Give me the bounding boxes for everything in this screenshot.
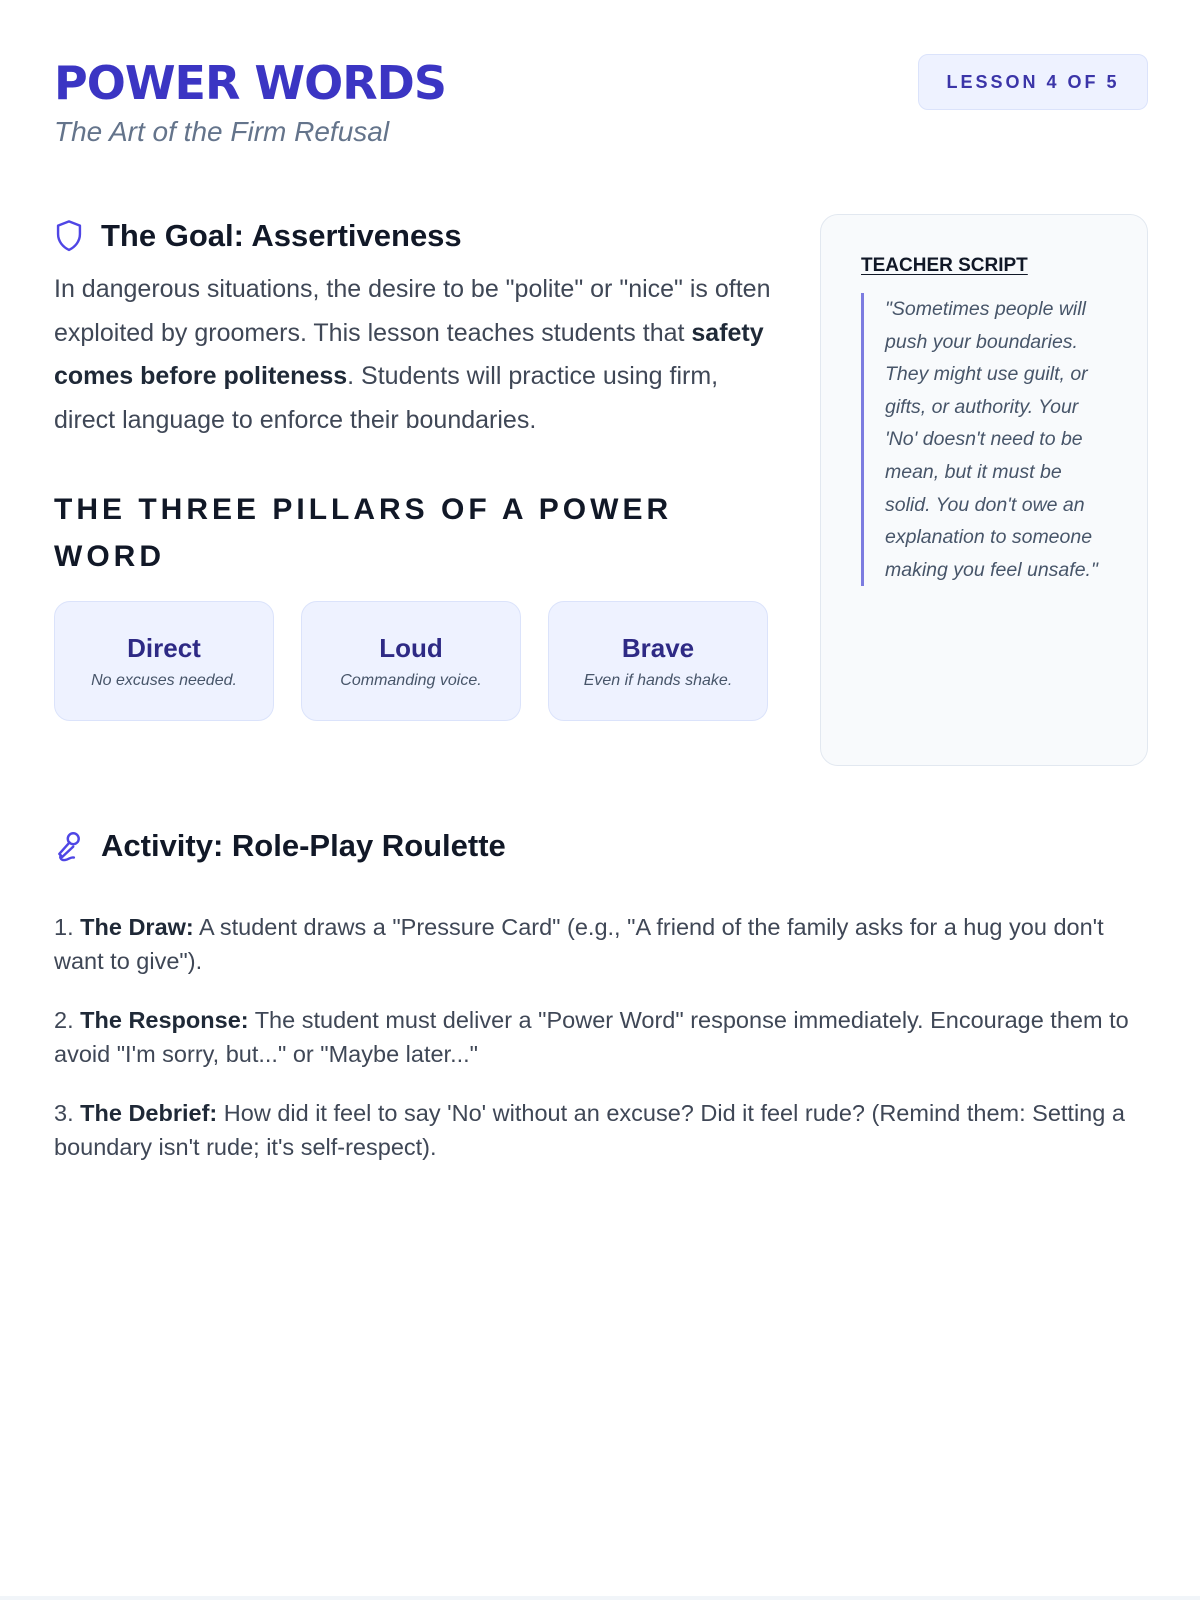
pillar-card-brave [548,601,768,721]
lesson-badge: LESSON 4 OF 5 [918,54,1148,110]
pillar-description: No excuses needed. [91,671,237,689]
lesson-page [54,0,1148,1600]
activity-steps [54,910,1148,1164]
pillars-heading: THE THREE PILLARS OF A POWER WORD [54,493,673,573]
pillar-description: Even if hands shake. [583,671,733,689]
goal-text-lead: In dangerous situations, the desire to be "polite" or "nice" is often exploited by groomers. This lesson teaches students that [54,275,771,347]
activity-step [54,910,1148,978]
shield-icon [54,219,84,253]
goal-text-tail: . Students will practice using firm, direct language to enforce their boundaries. [54,362,719,434]
step-text: The student must deliver a "Power Word" response immediately. Encourage them to avoid "I'm sorry, but..." or "Maybe later..." [54,1007,1129,1067]
step-text: A student draws a "Pressure Card" (e.g., "A friend of the family asks for a hug you don't want to give"). [54,914,1104,974]
activity-step [54,1096,1148,1164]
teacher-script-label: TEACHER SCRIPT [861,255,1028,276]
pillar-name: Direct [127,632,201,663]
goal-text-emphasis: safety comes before politeness [54,318,764,390]
pillar-card-direct [54,601,274,721]
teacher-script-box [820,214,1148,766]
microphone-icon [54,829,84,863]
lesson-header [54,54,1148,164]
step-text: How did it feel to say 'No' without an excuse? Did it feel rude? (Remind them: Setting a boundary isn't rude; it's self-respect). [54,1100,1125,1160]
pillar-card-loud [301,601,521,721]
step-title: The Debrief: [80,1100,218,1126]
teacher-script-quote: "Sometimes people will push your boundaries. They might use guilt, or gifts, or authority. Your 'No' doesn't need to be mean, but it must be solid. You don't owe an explanation to someone making you feel unsafe." [861,293,1107,586]
step-number: 1. [54,914,74,940]
pillars-row [54,601,794,721]
page-bottom-rule [0,1596,1200,1600]
goal-heading: The Goal: Assertiveness [101,218,462,253]
activity-heading-row [54,824,1148,868]
activity-section [54,824,1148,1189]
activity-heading: Activity: Role-Play Roulette [101,828,506,863]
goal-section [54,214,794,721]
goal-heading-row [54,214,794,258]
step-number: 3. [54,1100,74,1126]
pillar-name: Loud [379,632,443,663]
page-title: POWER WORDS [54,56,446,110]
activity-step [54,1003,1148,1071]
page-subtitle: The Art of the Firm Refusal [54,116,390,147]
pillar-name: Brave [621,632,695,663]
step-title: The Response: [80,1007,249,1033]
goal-description [54,268,774,442]
pillar-description: Commanding voice. [340,671,482,689]
step-number: 2. [54,1007,74,1033]
step-title: The Draw: [80,914,194,940]
